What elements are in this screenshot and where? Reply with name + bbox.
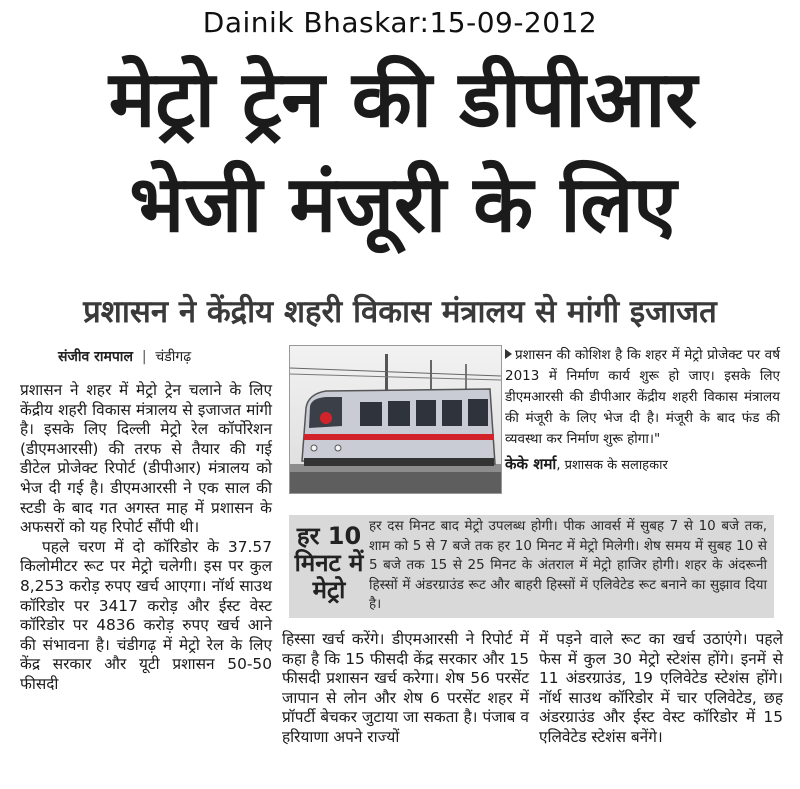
article-column-1: [20, 381, 272, 695]
article-paragraph: प्रशासन ने शहर में मेट्रो ट्रेन चलाने के लिए केंद्रीय शहरी विकास मंत्रालय से इजाजत मांगी है। इसके लिए दिल्ली मेट्रो रेल कॉर्पोरेशन (डीएमआरसी) की तरफ से तैयार की गई डीटेल प्रोजेक्ट रिपोर्ट (डीपीआर) मंत्रालय को भेज दी गई है। डीएमआरसी ने एक साल की स्टडी के बाद गत अगस्त माह में प्रशासन के अफसरों को यह रिपोर्ट सौंपी थी।: [20, 381, 272, 537]
fact-box-text: हर दस मिनट बाद मेट्रो उपलब्ध होगी। पीक आवर्स में सुबह 7 से 10 बजे तक, शाम को 5 से 7 बजे तक हर 10 मिनट में मेट्रो मिलेगी। शेष समय में सुबह 10 से 5 बजे तक 15 से 25 मिनट के अंतराल में मेट्रो हाजिर होगी। शहर के अंदरूनी हिस्सों में अंडरग्राउंड रूट और बाहरी हिस्सों में एलिवेटेड रूट बनाने का सुझाव दिया है।: [369, 518, 767, 613]
quote-author-name: केके शर्मा: [505, 455, 557, 473]
bullet-icon: [505, 349, 512, 359]
article-paragraph: हिस्सा खर्च करेंगे। डीएमआरसी ने रिपोर्ट में कहा है कि 15 फीसदी केंद्र सरकार और 15 फीसदी प्रशासन खर्च करेगा। शेष 56 परसेंट जापान से लोन और शेष 6 परसेंट शहर में प्रॉपर्टी बेचकर जुटाया जा सकता है। पंजाब व हरियाणा अपने राज्यों: [282, 630, 529, 746]
quote-attribution: [505, 454, 780, 474]
byline-separator: |: [141, 349, 147, 365]
article-paragraph: पहले चरण में दो कॉरिडोर के 37.57 किलोमीटर रूट पर मेट्रो चलेगी। इस पर कुल 8,253 करोड़ रुपए खर्च आएगा। नॉर्थ साउथ कॉरिडोर पर 3417 करोड़ और ईस्ट वेस्ट कॉरिडोर पर 4836 करोड़ रुपए खर्च आने की संभावना है। चंडीगढ़ में मेट्रो रेल के लिए केंद्र सरकार और यूटी प्रशासन 50-50 फीसदी: [20, 537, 272, 693]
byline: [58, 347, 191, 366]
fact-box-title: हर 10 मिनट में मेट्रो: [294, 522, 364, 604]
headline-line-1: मेट्रो ट्रेन की डीपीआर: [108, 55, 698, 145]
quote-box: [505, 345, 780, 492]
fact-box: [289, 515, 774, 618]
quote-text-block: [505, 345, 780, 450]
quote-text: प्रशासन की कोशिश है कि शहर में मेट्रो प्रोजेक्ट पर वर्ष 2013 में निर्माण कार्य शुरू हो जाए। इसके लिए डीएमआरसी की डीपीआर केंद्रीय शहरी विकास मंत्रालय की मंजूरी के लिए भेज दी है। मंजूरी के बाद फंड की व्यवस्था कर निर्माण शुरू होगा।": [505, 347, 780, 447]
headline-line-2: भेजी मंजूरी के लिए: [129, 160, 677, 250]
article-paragraph: में पड़ने वाले रूट का खर्च उठाएंगे। पहले फेस में कुल 30 मेट्रो स्टेशंस होंगे। इनमें से 11 अंडरग्राउंड, 19 एलिवेटेड स्टेशंस होंगे। नॉर्थ साउथ कॉरिडोर में चार एलिवेटेड, छह अंडरग्राउंड और ईस्ट वेस्ट कॉरिडोर में 15 एलिवेटेड स्टेशंस बनेंगे।: [539, 630, 783, 746]
article-column-2: [282, 630, 529, 748]
article-column-3: [539, 630, 783, 748]
quote-author-title: , प्रशासक के सलाहकार: [556, 458, 668, 473]
subheadline: प्रशासन ने केंद्रीय शहरी विकास मंत्रालय से मांगी इजाजत: [83, 294, 717, 330]
metro-train-image: [290, 346, 501, 493]
source-date-line: Dainik Bhaskar:15-09-2012: [202, 6, 598, 39]
byline-author: संजीव रामपाल: [58, 349, 133, 365]
byline-city: चंडीगढ़: [155, 349, 192, 365]
metro-train-photo: [289, 345, 502, 494]
